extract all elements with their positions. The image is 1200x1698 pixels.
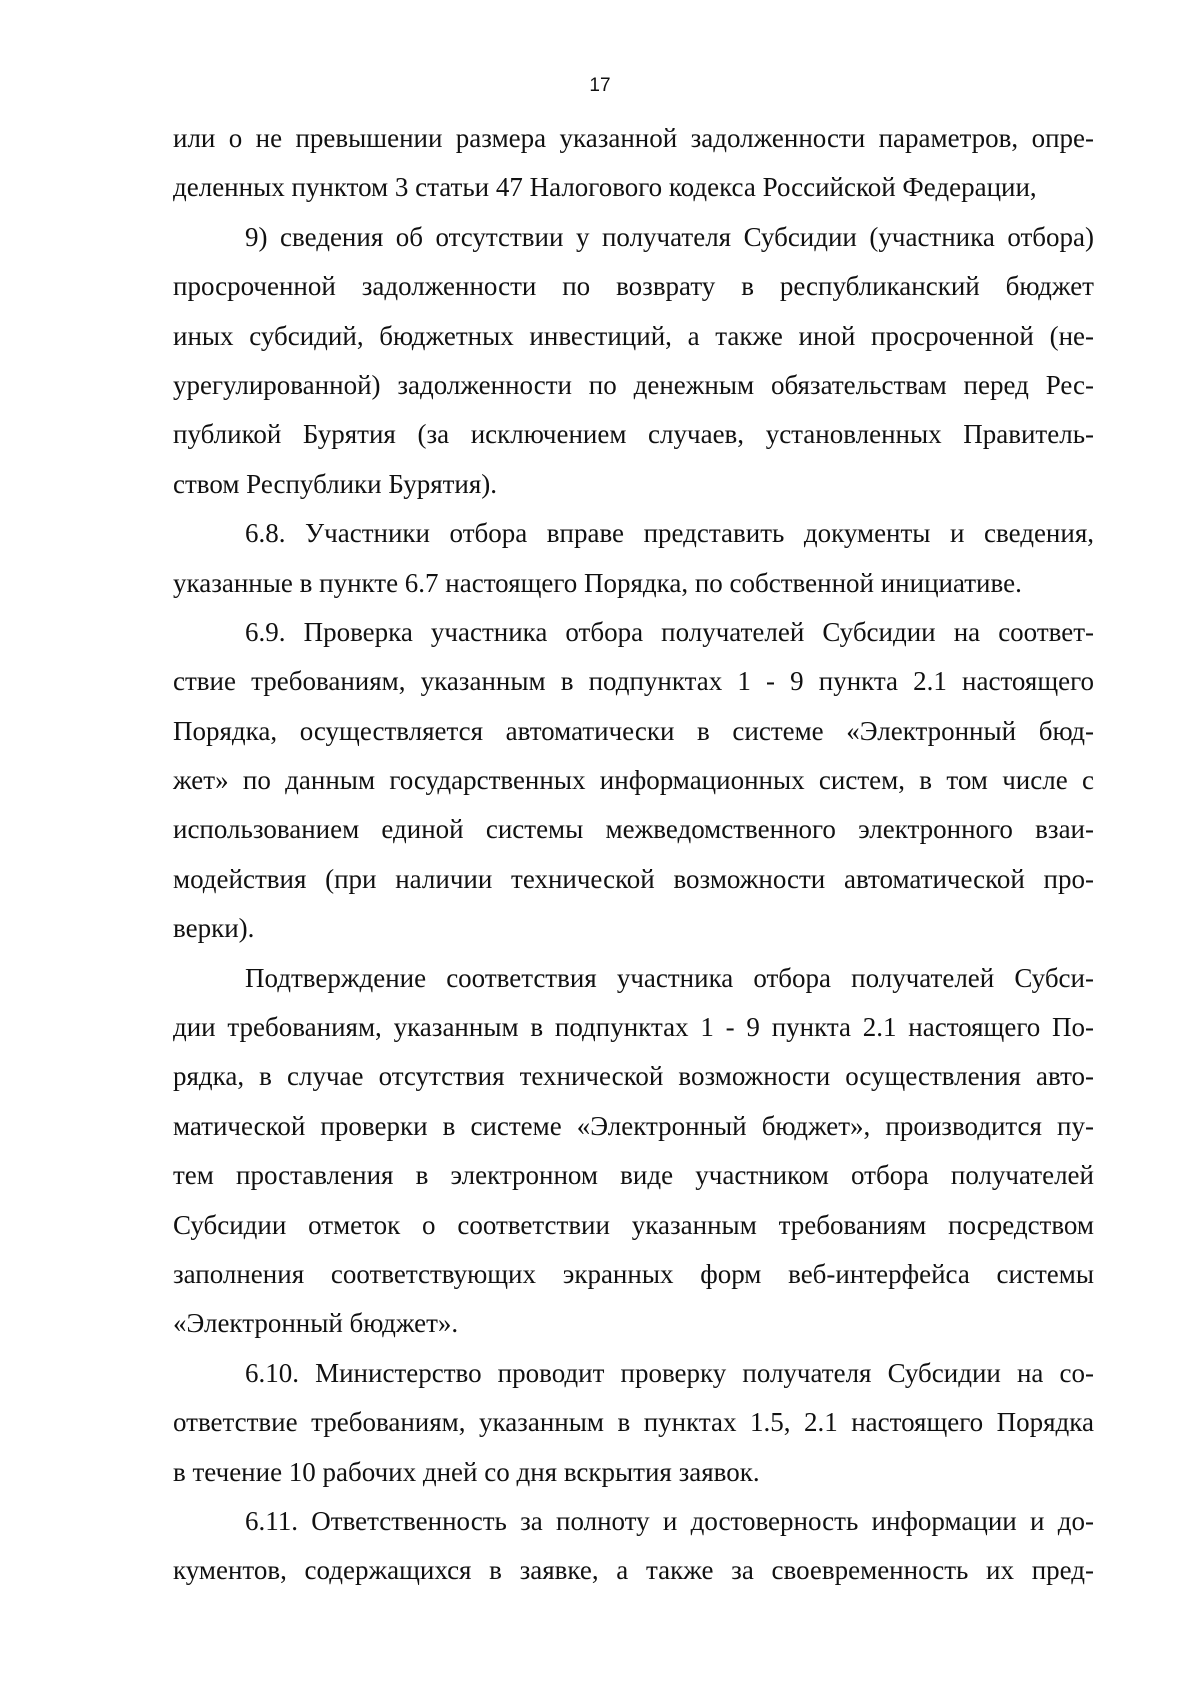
text-line: «Электронный бюджет». xyxy=(173,1308,459,1339)
document-body xyxy=(173,114,1094,1596)
text-line: жет» по данным государственных информационных систем, в том числе с xyxy=(173,765,1094,796)
page-number: 17 xyxy=(589,75,611,96)
text-line: просроченной задолженности по возврату в республиканский бюджет xyxy=(173,271,1094,302)
text-line: урегулированной) задолженности по денежным обязательствам перед Рес- xyxy=(173,369,1094,400)
text-line: в течение 10 рабочих дней со дня вскрытия заявок. xyxy=(173,1456,760,1487)
text-line: ответствие требованиям, указанным в пунктах 1.5, 2.1 настоящего Порядка xyxy=(173,1407,1094,1438)
text-line: модействия (при наличии технической возможности автоматической про- xyxy=(173,863,1094,894)
text-line: указанные в пункте 6.7 настоящего Порядка, по собственной инициативе. xyxy=(173,567,1022,598)
text-line: или о не превышении размера указанной задолженности параметров, опре- xyxy=(173,123,1094,153)
text-line: матической проверки в системе «Электронный бюджет», производится пу- xyxy=(173,1110,1094,1141)
text-line: кументов, содержащихся в заявке, а также за своевременность их пред- xyxy=(173,1555,1094,1586)
text-line: Подтверждение соответствия участника отбора получателей Субси- xyxy=(245,962,1094,993)
text-line: 6.11. Ответственность за полноту и достоверность информации и до- xyxy=(245,1505,1094,1536)
text-line: иных субсидий, бюджетных инвестиций, а также иной просроченной (не- xyxy=(173,320,1094,351)
text-line: ством Республики Бурятия). xyxy=(173,468,498,499)
text-line: Порядка, осуществляется автоматически в системе «Электронный бюд- xyxy=(173,715,1094,746)
text-line: 6.9. Проверка участника отбора получателей Субсидии на соответ- xyxy=(245,616,1094,647)
text-line: рядка, в случае отсутствия технической возможности осуществления авто- xyxy=(173,1061,1094,1092)
text-line: 6.8. Участники отбора вправе представить документы и сведения, xyxy=(245,518,1094,549)
text-line: Субсидии отметок о соответствии указанным требованиям посредством xyxy=(173,1209,1094,1240)
text-line: дии требованиям, указанным в подпунктах 1 - 9 пункта 2.1 настоящего По- xyxy=(173,1012,1094,1043)
text-line: 6.10. Министерство проводит проверку получателя Субсидии на со- xyxy=(245,1357,1094,1388)
text-line: заполнения соответствующих экранных форм веб-интерфейса системы xyxy=(173,1258,1094,1289)
text-line: публикой Бурятия (за исключением случаев, установленных Правитель- xyxy=(173,419,1094,450)
text-line: 9) сведения об отсутствии у получателя Субсидии (участника отбора) xyxy=(245,221,1094,252)
text-line: тем проставления в электронном виде участником отбора получателей xyxy=(173,1160,1094,1191)
text-line: деленных пунктом 3 статьи 47 Налогового кодекса Российской Федерации, xyxy=(173,172,1037,203)
text-line: верки). xyxy=(173,913,255,944)
text-line: использованием единой системы межведомственного электронного взаи- xyxy=(173,814,1094,845)
text-line: ствие требованиям, указанным в подпунктах 1 - 9 пункта 2.1 настоящего xyxy=(173,666,1094,697)
